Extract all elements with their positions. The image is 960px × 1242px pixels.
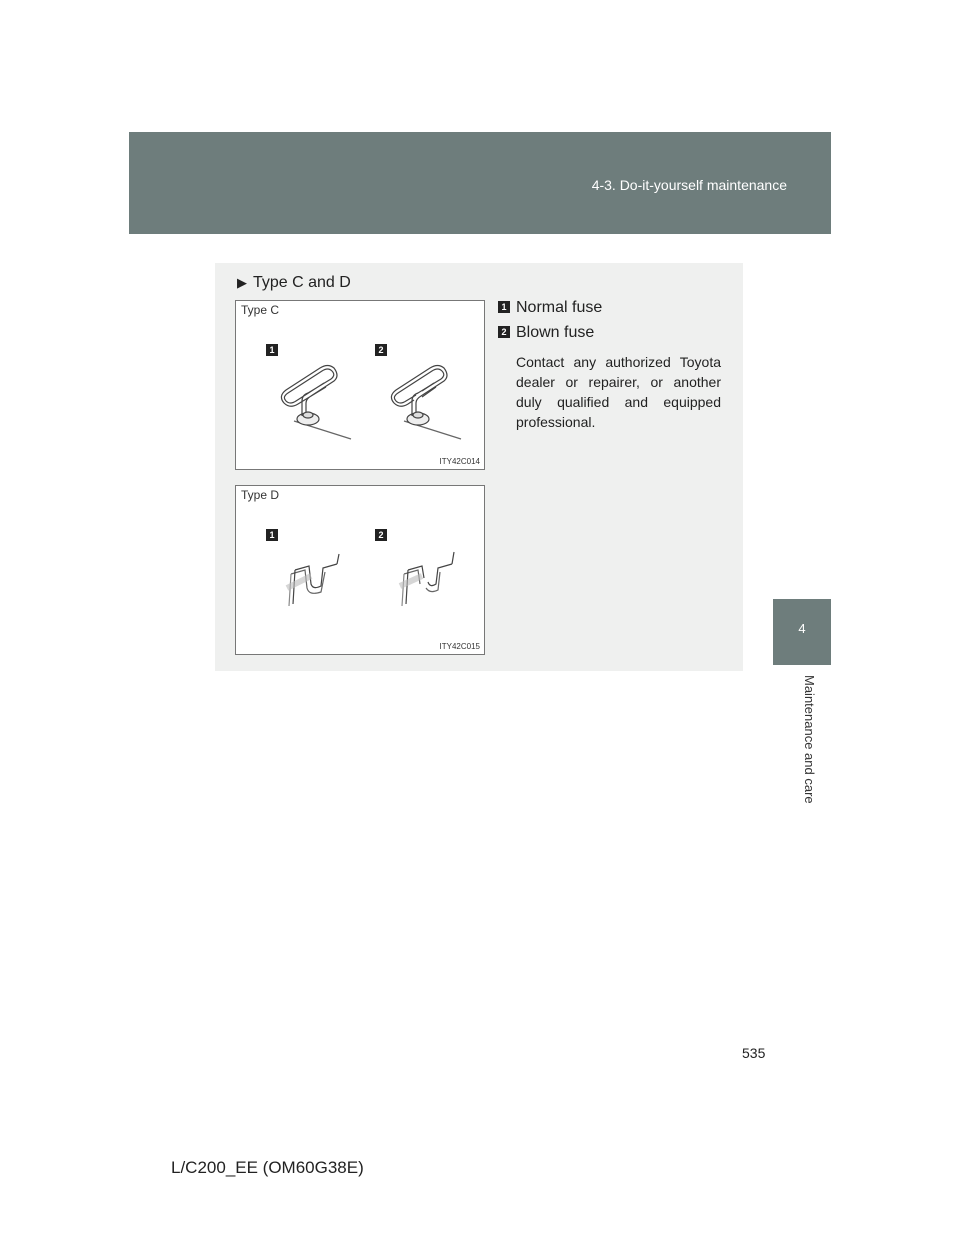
figure-type-c — [235, 300, 485, 470]
legend-text: Normal fuse — [516, 299, 603, 316]
fig-badge-normal: 1 — [266, 529, 278, 541]
legend-text: Blown fuse — [516, 324, 595, 341]
fig-badge-normal: 1 — [266, 344, 278, 356]
fig-badge-blown: 2 — [375, 529, 387, 541]
legend-normal-fuse — [498, 299, 602, 317]
legend-blown-fuse — [498, 324, 594, 342]
chapter-number: 4 — [798, 621, 806, 636]
blown-fuse-illustration — [386, 361, 466, 441]
figure-type-d — [235, 485, 485, 655]
type-heading-text: Type C and D — [253, 274, 351, 291]
figure-label: Type D — [241, 488, 280, 502]
content-panel — [215, 263, 743, 671]
figure-label: Type C — [241, 303, 280, 317]
legend-badge: 1 — [498, 301, 510, 313]
triangle-right-icon: ▶ — [237, 275, 247, 290]
fig-badge-blown: 2 — [375, 344, 387, 356]
section-title: 4-3. Do-it-yourself maintenance — [591, 177, 787, 193]
normal-fuse-illustration — [276, 361, 356, 441]
figure-code: ITY42C015 — [439, 642, 480, 651]
document-code: L/C200_EE (OM60G38E) — [171, 1158, 364, 1177]
type-heading — [237, 274, 351, 292]
normal-fuse-illustration — [281, 548, 351, 618]
chapter-label: Maintenance and care — [802, 675, 817, 804]
blown-fuse-illustration — [394, 548, 464, 618]
chapter-tab[interactable] — [773, 599, 831, 665]
header-band — [129, 132, 831, 234]
blown-fuse-description: Contact any authorized Toyota dealer or repairer, or another duly qualified and equipped professional. — [516, 354, 721, 430]
legend-badge: 2 — [498, 326, 510, 338]
page-number: 535 — [742, 1045, 766, 1061]
figure-code: ITY42C014 — [439, 457, 480, 466]
